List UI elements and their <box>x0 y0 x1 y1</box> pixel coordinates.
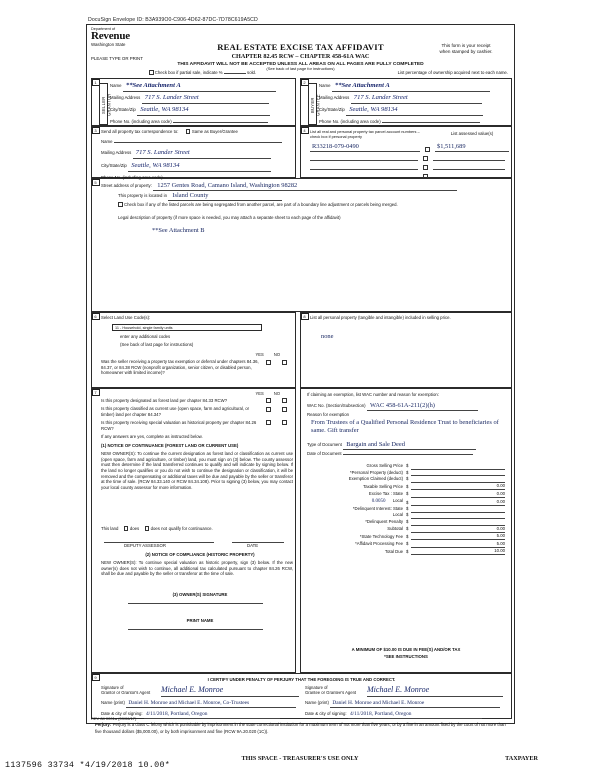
seller-badge: 1 <box>92 79 100 86</box>
buyer-mailing-label: Mailing Address <box>319 95 350 101</box>
reason-for-exemption-label: Reason for exemption <box>307 412 350 417</box>
buyer-phone-input[interactable] <box>382 122 480 123</box>
land-use-yes-header: YES <box>255 352 264 357</box>
buyer-side-label: BUYER GRANTEE <box>310 94 321 117</box>
seller-citystatezip-input[interactable]: Seattle, WA 98134 <box>137 106 270 116</box>
same-as-buyer-checkbox[interactable] <box>186 129 191 134</box>
continuance-if-any-note: If any answers are yes, complete as instructed below. <box>101 434 203 439</box>
calc-label: Gross Selling Price <box>366 463 403 469</box>
same-as-buyer-label: Same as Buyer/Grantee <box>191 129 238 135</box>
document-date-input[interactable] <box>343 454 473 455</box>
calc-prefix: $ <box>406 541 409 547</box>
notice-continuance-title: (1) NOTICE OF CONTINUANCE (FOREST LAND OR CURRENT USE) <box>101 443 239 448</box>
exemption-calc-section <box>300 388 512 673</box>
correspondence-citystatezip-input[interactable]: Seattle, WA 98134 <box>128 162 271 172</box>
buyer-name-label: Name <box>319 83 331 88</box>
grantor-date-city-input[interactable]: 4/11/2018, Portland, Oregon <box>144 711 280 719</box>
calc-prefix: $ <box>406 476 409 482</box>
exemption-claim-prompt: If claiming an exemption, list WAC number and reason for exemption: <box>307 392 439 397</box>
grantee-sig-line-1: Signature of <box>305 685 328 690</box>
receipt-line-1: This form is your receipt <box>441 43 491 48</box>
grantor-sig-line-2: Grantor or Grantor's Agent <box>101 689 151 695</box>
calc-label: Exemption Claimed (deduct) <box>348 476 403 482</box>
grantee-name-label: Name (print) <box>305 699 329 705</box>
located-in-input[interactable]: Island County <box>168 192 282 201</box>
calc-label: Excise Tax : State <box>368 491 403 497</box>
notice-continuance-body: NEW OWNER(S): To continue the current designation as forest land or classification as current use (open space, farm and agriculture, or timber) land, you must sign on (3) below. The county assessor must then determine if the land transferred continues to qualify and will indicate by signing below. If the land no longer qualifies or you do not wish to continue the designation or classification, it will be removed and the compensating or additional taxes will be due and payable by the seller or transferor at the time of sale. (RCW 84.33.140 or RCW 84.34.108). Prior to signing (3) below, you may contact your local county assessor for more information. <box>101 451 293 491</box>
correspondence-citystatezip-label: City/State/Zip <box>101 163 127 169</box>
land-use-section <box>91 312 296 388</box>
continuance-q3-no-checkbox[interactable] <box>282 420 287 425</box>
calc-row <box>307 497 505 505</box>
certification-text: I CERTIFY UNDER PENALTY OF PERJURY THAT THE FOREGOING IS TRUE AND CORRECT. <box>207 677 396 682</box>
property-section <box>91 178 512 312</box>
calc-prefix: $ <box>406 548 409 554</box>
document-type-label: Type of Document <box>307 442 342 447</box>
correspondence-name-label: Name <box>101 138 113 144</box>
street-address-label: Street address of property: <box>101 183 152 188</box>
parcel-number-input-3[interactable] <box>310 163 418 170</box>
continuance-no-header: NO <box>273 391 280 396</box>
personal-property-badge: 8 <box>301 313 309 320</box>
calc-row <box>307 547 505 554</box>
correspondence-phone-label: Phone No. (including area code) <box>101 175 163 181</box>
personal-property-prompt: List all personal property (tangible and intangible) included in selling price. <box>310 315 451 320</box>
owner-signature-line[interactable] <box>128 602 263 604</box>
form-notice: THIS AFFIDAVIT WILL NOT BE ACCEPTED UNLESS ALL AREAS ON ALL PAGES ARE FULLY COMPLETED <box>177 61 424 67</box>
perjury-text: Perjury is a class C felony which is punishable by imprisonment in the state correctional institution for a maximum term of not more than five years, or by a fine in an amount fixed by the court of not more than five thousand dollars ($5,000.00), or by both imprisonment and fine (RCW 9A.20.020 (1C)). <box>95 722 506 734</box>
land-use-question-1: Was the seller receiving a property tax exemption or deferral under chapters 84.36, 84.37, or 84.38 RCW (nonprofit organization, senior citizen, or disabled person, homeowner with limited income)? <box>101 359 259 376</box>
correspondence-mailing-input[interactable]: 717 S. Lander Street <box>133 149 271 159</box>
grantee-signature-field[interactable] <box>367 685 503 697</box>
pct-ownership-label: List percentage of ownership acquired next to each name. <box>397 70 508 75</box>
seller-side-label: SELLER GRANTOR <box>101 93 112 117</box>
calc-row <box>307 540 505 547</box>
seller-side-tab <box>99 83 112 125</box>
partial-sale-label: Check box if partial sale, indicate % <box>154 70 223 76</box>
revision-line: REV 84 0001a (09/06/17) <box>91 716 137 722</box>
continuance-q2-no-checkbox[interactable] <box>282 407 287 412</box>
deputy-assessor-date-label: DATE <box>247 543 259 548</box>
continuance-question-2: Is this property classified as current use (open space, farm and agricultural, or timber) land per chapter 84.34? <box>101 406 250 417</box>
calc-label: Total Due <box>384 548 403 554</box>
document-date-label: Date of Document <box>307 451 342 456</box>
property-badge: 5 <box>92 179 100 186</box>
tax-calculation-table <box>307 463 505 555</box>
seller-mailing-label: Mailing Address <box>110 95 141 101</box>
continuance-section <box>91 388 296 673</box>
reet-affidavit-form <box>86 24 515 734</box>
calc-row <box>307 490 505 497</box>
calc-label: *Personal Property (deduct) <box>349 469 403 475</box>
enter-additional-codes-label: enter any additional codes <box>120 334 171 339</box>
form-subtitle: CHAPTER 82.45 RCW – CHAPTER 458-61A WAC <box>231 53 370 61</box>
continuance-question-3: Is this property receiving special valuation as historical property per chapter 84.26 RCW? <box>101 420 257 431</box>
notice-compliance-title: (2) NOTICE OF COMPLIANCE (HISTORIC PROPERTY) <box>145 552 255 557</box>
parcel-assessed-input-3[interactable] <box>433 163 505 170</box>
perjury-block <box>95 722 507 735</box>
qualify-tail-label: qualify for continuance. <box>168 526 213 532</box>
certification-badge: 9 <box>92 674 100 681</box>
seller-phone-input[interactable] <box>173 122 268 123</box>
buyer-phone-label: Phone No. (including area code) <box>319 118 381 124</box>
land-does-qualify-checkbox[interactable] <box>124 526 129 531</box>
grantee-date-city-input[interactable]: 4/11/2018, Portland, Oregon <box>348 711 482 719</box>
print-name-heading: PRINT NAME <box>186 618 214 623</box>
personal-property-section <box>300 312 512 388</box>
calc-prefix: $ <box>406 518 409 524</box>
taxpayer-label: TAXPAYER <box>505 755 538 762</box>
calc-row <box>307 482 505 489</box>
land-use-title: Select Land Use Code(s): <box>101 315 151 320</box>
continuance-q1-no-checkbox[interactable] <box>282 398 287 403</box>
buyer-citystatezip-label: City/State/Zip <box>319 107 345 113</box>
grantee-sig-line-2: Grantee or Grantee's Agent <box>305 689 357 695</box>
parcel-personal-checkbox-2[interactable] <box>423 156 428 161</box>
parcels-assessed-header: List assessed value(s) <box>450 131 494 136</box>
document-type-input[interactable]: Bargain and Sale Deed <box>343 441 476 450</box>
correspondence-badge: 3 <box>92 127 100 134</box>
receipt-line-2: when stamped by cashier. <box>439 49 493 55</box>
owner-signature-heading: (3) OWNER(S) SIGNATURE <box>172 592 228 597</box>
calc-value[interactable]: 0.00 <box>411 525 505 532</box>
grantor-signature-field[interactable] <box>161 685 299 697</box>
buyer-mailing-input[interactable]: 717 S. Lander Street <box>351 94 482 104</box>
calc-prefix: $ <box>406 499 409 505</box>
seller-name-input[interactable]: **See Attachment A <box>123 82 276 92</box>
wac-number-input[interactable]: WAC 458-61A-211(2)(h) <box>367 402 478 411</box>
does-not-label: does not <box>150 526 168 532</box>
parcel-personal-checkbox-1[interactable] <box>425 147 430 152</box>
correspondence-mailing-label: Mailing Address <box>101 150 132 156</box>
segregation-checkbox[interactable] <box>118 202 123 207</box>
seller-citystatezip-label: City/State/Zip <box>110 107 136 113</box>
buyer-section <box>300 78 512 126</box>
partial-sale-tail: sold. <box>247 70 257 76</box>
minimum-due-note: A MINIMUM OF $10.00 IS DUE IN FEE(S) AND/OR TAX <box>351 647 461 652</box>
partial-sale-checkbox[interactable] <box>149 70 154 75</box>
form-title: REAL ESTATE EXCISE TAX AFFIDAVIT <box>217 42 384 52</box>
continuance-q1-yes-checkbox[interactable] <box>266 398 271 403</box>
agency-state-label: Washington State <box>91 42 126 48</box>
legal-description-value: **See Attachment B <box>152 227 205 234</box>
parcels-badge: 4 <box>301 127 309 134</box>
continuance-q3-yes-checkbox[interactable] <box>266 420 271 425</box>
land-use-see-back-label: (See back of last page for instructions) <box>120 342 194 347</box>
parcel-number-input-1[interactable]: R33218-079-0490 <box>310 143 420 152</box>
calc-label: Subtotal <box>387 526 403 532</box>
calc-prefix: $ <box>406 512 409 518</box>
docusign-envelope-id: DocuSign Envelope ID: B3A939O0-C906-4D62-87DC-7D78C619A5CD <box>88 17 258 23</box>
instructions-note: (See back of last page for instructions) <box>266 65 335 71</box>
calc-row <box>307 525 505 532</box>
calc-prefix: $ <box>406 533 409 539</box>
certification-section <box>91 673 512 722</box>
does-label: does <box>129 526 140 532</box>
land-use-q1-yes-checkbox[interactable] <box>266 360 271 365</box>
segregation-note: Check box if any of the listed parcels are being segregated from another parcel, are part of a boundary line adjustment or parcels being merged. <box>124 202 398 208</box>
street-address-input[interactable]: 1257 Gentes Road, Camano Island, Washington 98282 <box>153 182 457 191</box>
calc-value[interactable]: 5.00 <box>411 540 505 547</box>
land-use-code-select[interactable] <box>112 324 262 331</box>
parcel-number-input-2[interactable] <box>310 154 418 161</box>
perjury-label: Perjury: <box>95 722 112 727</box>
land-use-code-value: 11 - Household, single family units <box>115 325 173 330</box>
parcel-personal-checkbox-3[interactable] <box>423 165 428 170</box>
calc-prefix: $ <box>406 491 409 497</box>
buyer-side-tab <box>308 83 321 125</box>
seller-name-label: Name <box>110 83 122 88</box>
calc-prefix: $ <box>406 526 409 532</box>
parcel-assessed-input-1[interactable]: $1,511,689 <box>435 143 509 152</box>
calc-value[interactable]: 0.00 <box>411 482 505 489</box>
local-rate-value: 0.0050 <box>371 498 386 504</box>
located-in-label: This property is located in <box>118 193 167 198</box>
calc-label: Local <box>392 497 403 503</box>
personal-property-value[interactable]: none <box>321 333 334 340</box>
buyer-citystatezip-input[interactable]: Seattle, WA 98134 <box>346 106 483 116</box>
parcels-section <box>300 126 512 178</box>
this-land-label: This land <box>101 526 119 532</box>
calc-prefix: $ <box>406 469 409 475</box>
parcel-assessed-input-2[interactable] <box>433 154 505 161</box>
calc-label: *Delinquent Interest: State <box>352 506 403 512</box>
buyer-name-input[interactable]: **See Attachment A <box>332 82 490 92</box>
calc-label: Local <box>392 512 403 518</box>
receipt-note <box>422 43 510 55</box>
calc-prefix: $ <box>406 506 409 512</box>
land-use-badge: 6 <box>92 313 100 320</box>
calc-value[interactable]: 10.00 <box>411 547 505 554</box>
partial-sale-row <box>149 70 256 76</box>
calc-label: *State Technology Fee <box>359 533 403 539</box>
calc-label: Taxable Selling Price <box>363 483 403 489</box>
reason-for-exemption-value[interactable]: From Trustees of a Qualified Personal Residence Trust to beneficiaries of same. Gift transfer <box>311 419 499 435</box>
correspondence-section <box>91 126 296 181</box>
correspondence-name-input[interactable] <box>114 142 282 143</box>
land-use-q1-no-checkbox[interactable] <box>282 360 287 365</box>
partial-sale-pct-input[interactable] <box>224 73 246 74</box>
see-instructions-note: *SEE INSTRUCTIONS <box>384 654 428 659</box>
grantor-date-city-label: Date & city of signing: <box>101 710 143 716</box>
calc-value[interactable]: 0.00 <box>411 497 505 505</box>
calc-row <box>307 532 505 539</box>
continuance-yes-header: YES <box>255 391 264 396</box>
grantee-date-city-label: Date & city of signing: <box>305 710 347 716</box>
seller-phone-label: Phone No. (including area code) <box>110 118 172 124</box>
parcels-header: List all real and personal property tax parcel account numbers – check box if personal property <box>310 128 420 139</box>
grantee-signature-mark: Michael E. Monroe <box>367 685 430 694</box>
please-type-label: PLEASE TYPE OR PRINT <box>91 56 143 61</box>
print-name-line[interactable] <box>128 628 263 630</box>
continuance-q2-yes-checkbox[interactable] <box>266 407 271 412</box>
calc-value[interactable]: 0.00 <box>411 490 505 497</box>
deputy-assessor-label: DEPUTY ASSESSOR <box>124 543 166 548</box>
calc-label: *Affidavit Processing Fee <box>355 541 403 547</box>
calc-prefix: $ <box>406 463 409 469</box>
calc-label: *Delinquent Penalty <box>365 518 403 524</box>
grantor-name-label: Name (print) <box>101 699 125 705</box>
continuance-question-1: Is this property designated as forest land per chapter 84.33 RCW? <box>101 398 228 403</box>
land-use-no-header: NO <box>273 352 280 357</box>
calc-prefix: $ <box>406 483 409 489</box>
agency-dept-label: Department of <box>91 27 116 31</box>
seller-section <box>91 78 296 126</box>
legal-description-label: Legal description of property (if more space is needed, you may attach a separate sheet to each page of the affidavit) <box>118 215 341 220</box>
buyer-badge: 2 <box>301 79 309 86</box>
notice-compliance-body: NEW OWNER(S): To continue special valuation as historic property, sign (3) below. If the new owner(s) does not wish to continue, all additional tax calculated pursuant to chapter 84.26 RCW, shall be due and payable by the seller or transferor at the time of sale. <box>101 560 293 577</box>
seller-mailing-input[interactable]: 717 S. Lander Street <box>142 94 269 104</box>
grantee-name-input[interactable]: Daniel H. Monroe and Michael E. Monroe <box>330 700 500 708</box>
wac-number-label: WAC No. (Section/Subsection) <box>307 403 366 408</box>
receipt-barcode-line: 1137596 33734 *4/19/2018 10.00* <box>5 760 171 770</box>
treasurer-use-only-label: THIS SPACE - TREASURER'S USE ONLY <box>241 755 359 762</box>
agency-name-label: Revenue <box>91 30 130 43</box>
continuance-badge: 7 <box>92 389 100 396</box>
land-does-not-qualify-checkbox[interactable] <box>145 526 150 531</box>
correspondence-prompt: Send all property tax correspondence to: <box>101 129 179 135</box>
grantor-signature-mark: Michael E. Monroe <box>161 685 224 694</box>
grantor-name-input[interactable]: Daniel H. Monroe and Michael E. Monroe, Co-Trustees <box>126 700 296 708</box>
grantor-sig-line-1: Signature of <box>101 685 124 690</box>
calc-value[interactable]: 5.00 <box>411 532 505 539</box>
